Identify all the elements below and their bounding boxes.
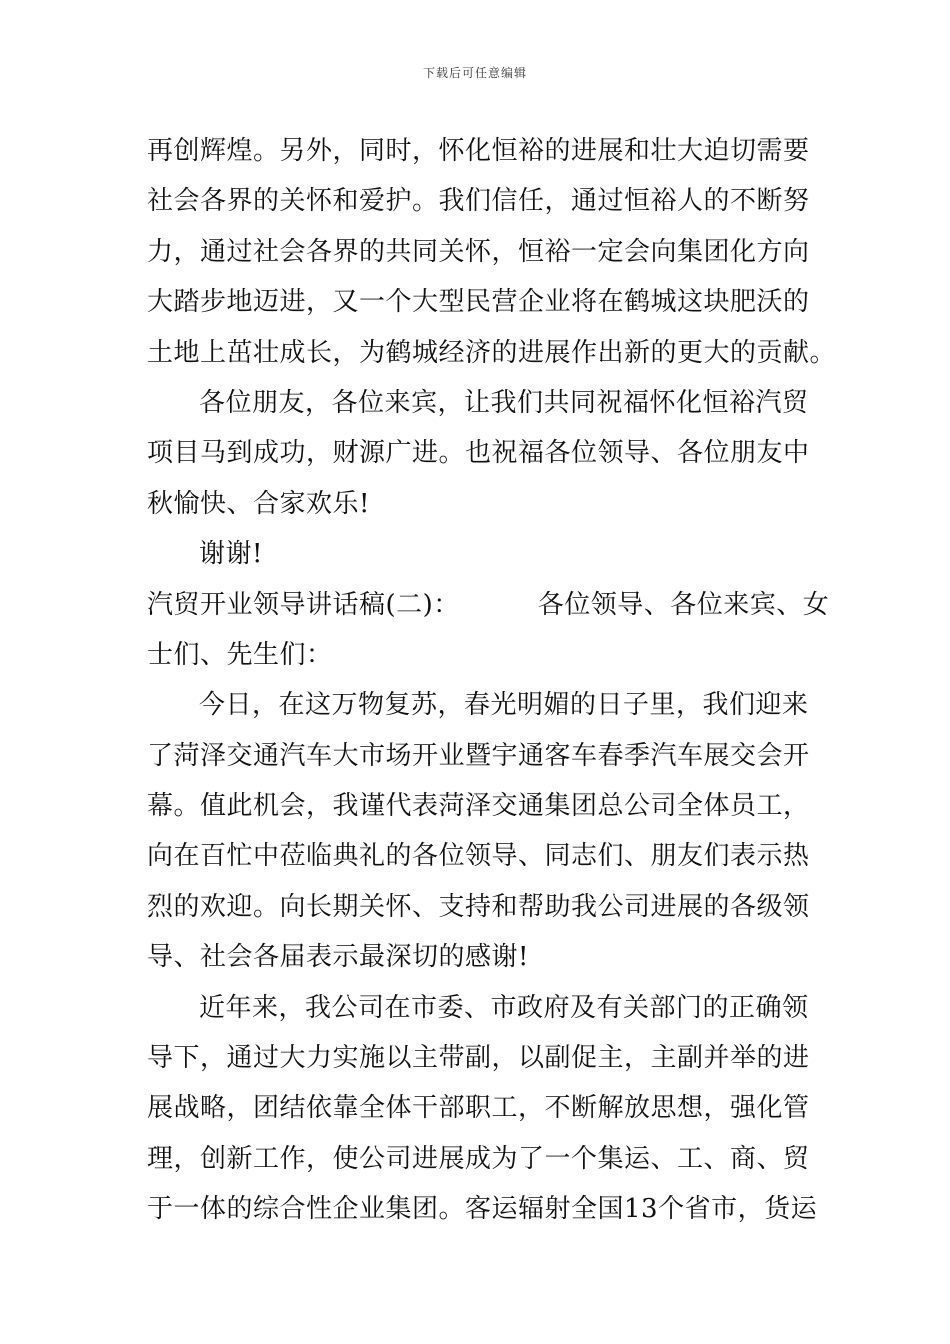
paragraph-start-line: 今日，在这万物复苏，春光明媚的日子里，我们迎来	[199, 690, 809, 721]
document-body	[147, 126, 837, 1235]
text-line: 社会各界的关怀和爱护。我们信任，通过恒裕人的不断努	[147, 186, 810, 217]
paragraph-start-line: 各位朋友，各位来宾，让我们共同祝福怀化恒裕汽贸	[199, 387, 809, 418]
text-line: 向在百忙中莅临典礼的各位领导、同志们、朋友们表示热	[147, 841, 810, 872]
text-line: 导下，通过大力实施以主带副，以副促主，主副并举的进	[147, 1043, 810, 1074]
salutation-start: 各位领导、各位来宾、女	[537, 589, 830, 620]
text-line: 幕。值此机会，我谨代表菏泽交通集团总公司全体员工，	[147, 791, 810, 822]
thanks-line: 谢谢!	[199, 539, 263, 570]
text-line: 烈的欢迎。向长期关怀、支持和帮助我公司进展的各级领	[147, 891, 810, 922]
text-line: 再创辉煌。另外，同时，怀化恒裕的进展和壮大迫切需要	[147, 136, 810, 166]
page-header: 下载后可任意编辑	[422, 66, 527, 80]
text-line: 理，创新工作，使公司进展成为了一个集运、工、商、贸	[147, 1143, 810, 1174]
text-line: 导、社会各届表示最深切的感谢!	[147, 942, 529, 973]
section-heading: 汽贸开业领导讲话稿(二)：	[147, 589, 460, 620]
text-line: 大踏步地迈进，又一个大型民营企业将在鹤城这块肥沃的	[147, 287, 810, 318]
text-line: 士们、先生们：	[147, 639, 333, 670]
text-line: 展战略，团结依靠全体干部职工，不断解放思想，强化管	[147, 1093, 810, 1124]
text-line: 了菏泽交通汽车大市场开业暨宇通客车春季汽车展交会开	[147, 740, 810, 771]
section-heading-line	[147, 580, 830, 630]
text-line: 项目马到成功，财源广进。也祝福各位领导、各位朋友中	[147, 438, 810, 469]
text-line: 力，通过社会各界的共同关怀，恒裕一定会向集团化方向	[147, 236, 810, 267]
text-line: 秋愉快、合家欢乐!	[147, 488, 370, 519]
text-line: 土地上茁壮成长，为鹤城经济的进展作出新的更大的贡献。	[147, 337, 837, 368]
text-line: 于一体的综合性企业集团。客运辐射全国13个省市，货运	[147, 1194, 818, 1225]
paragraph-start-line: 近年来，我公司在市委、市政府及有关部门的正确领	[199, 992, 809, 1023]
